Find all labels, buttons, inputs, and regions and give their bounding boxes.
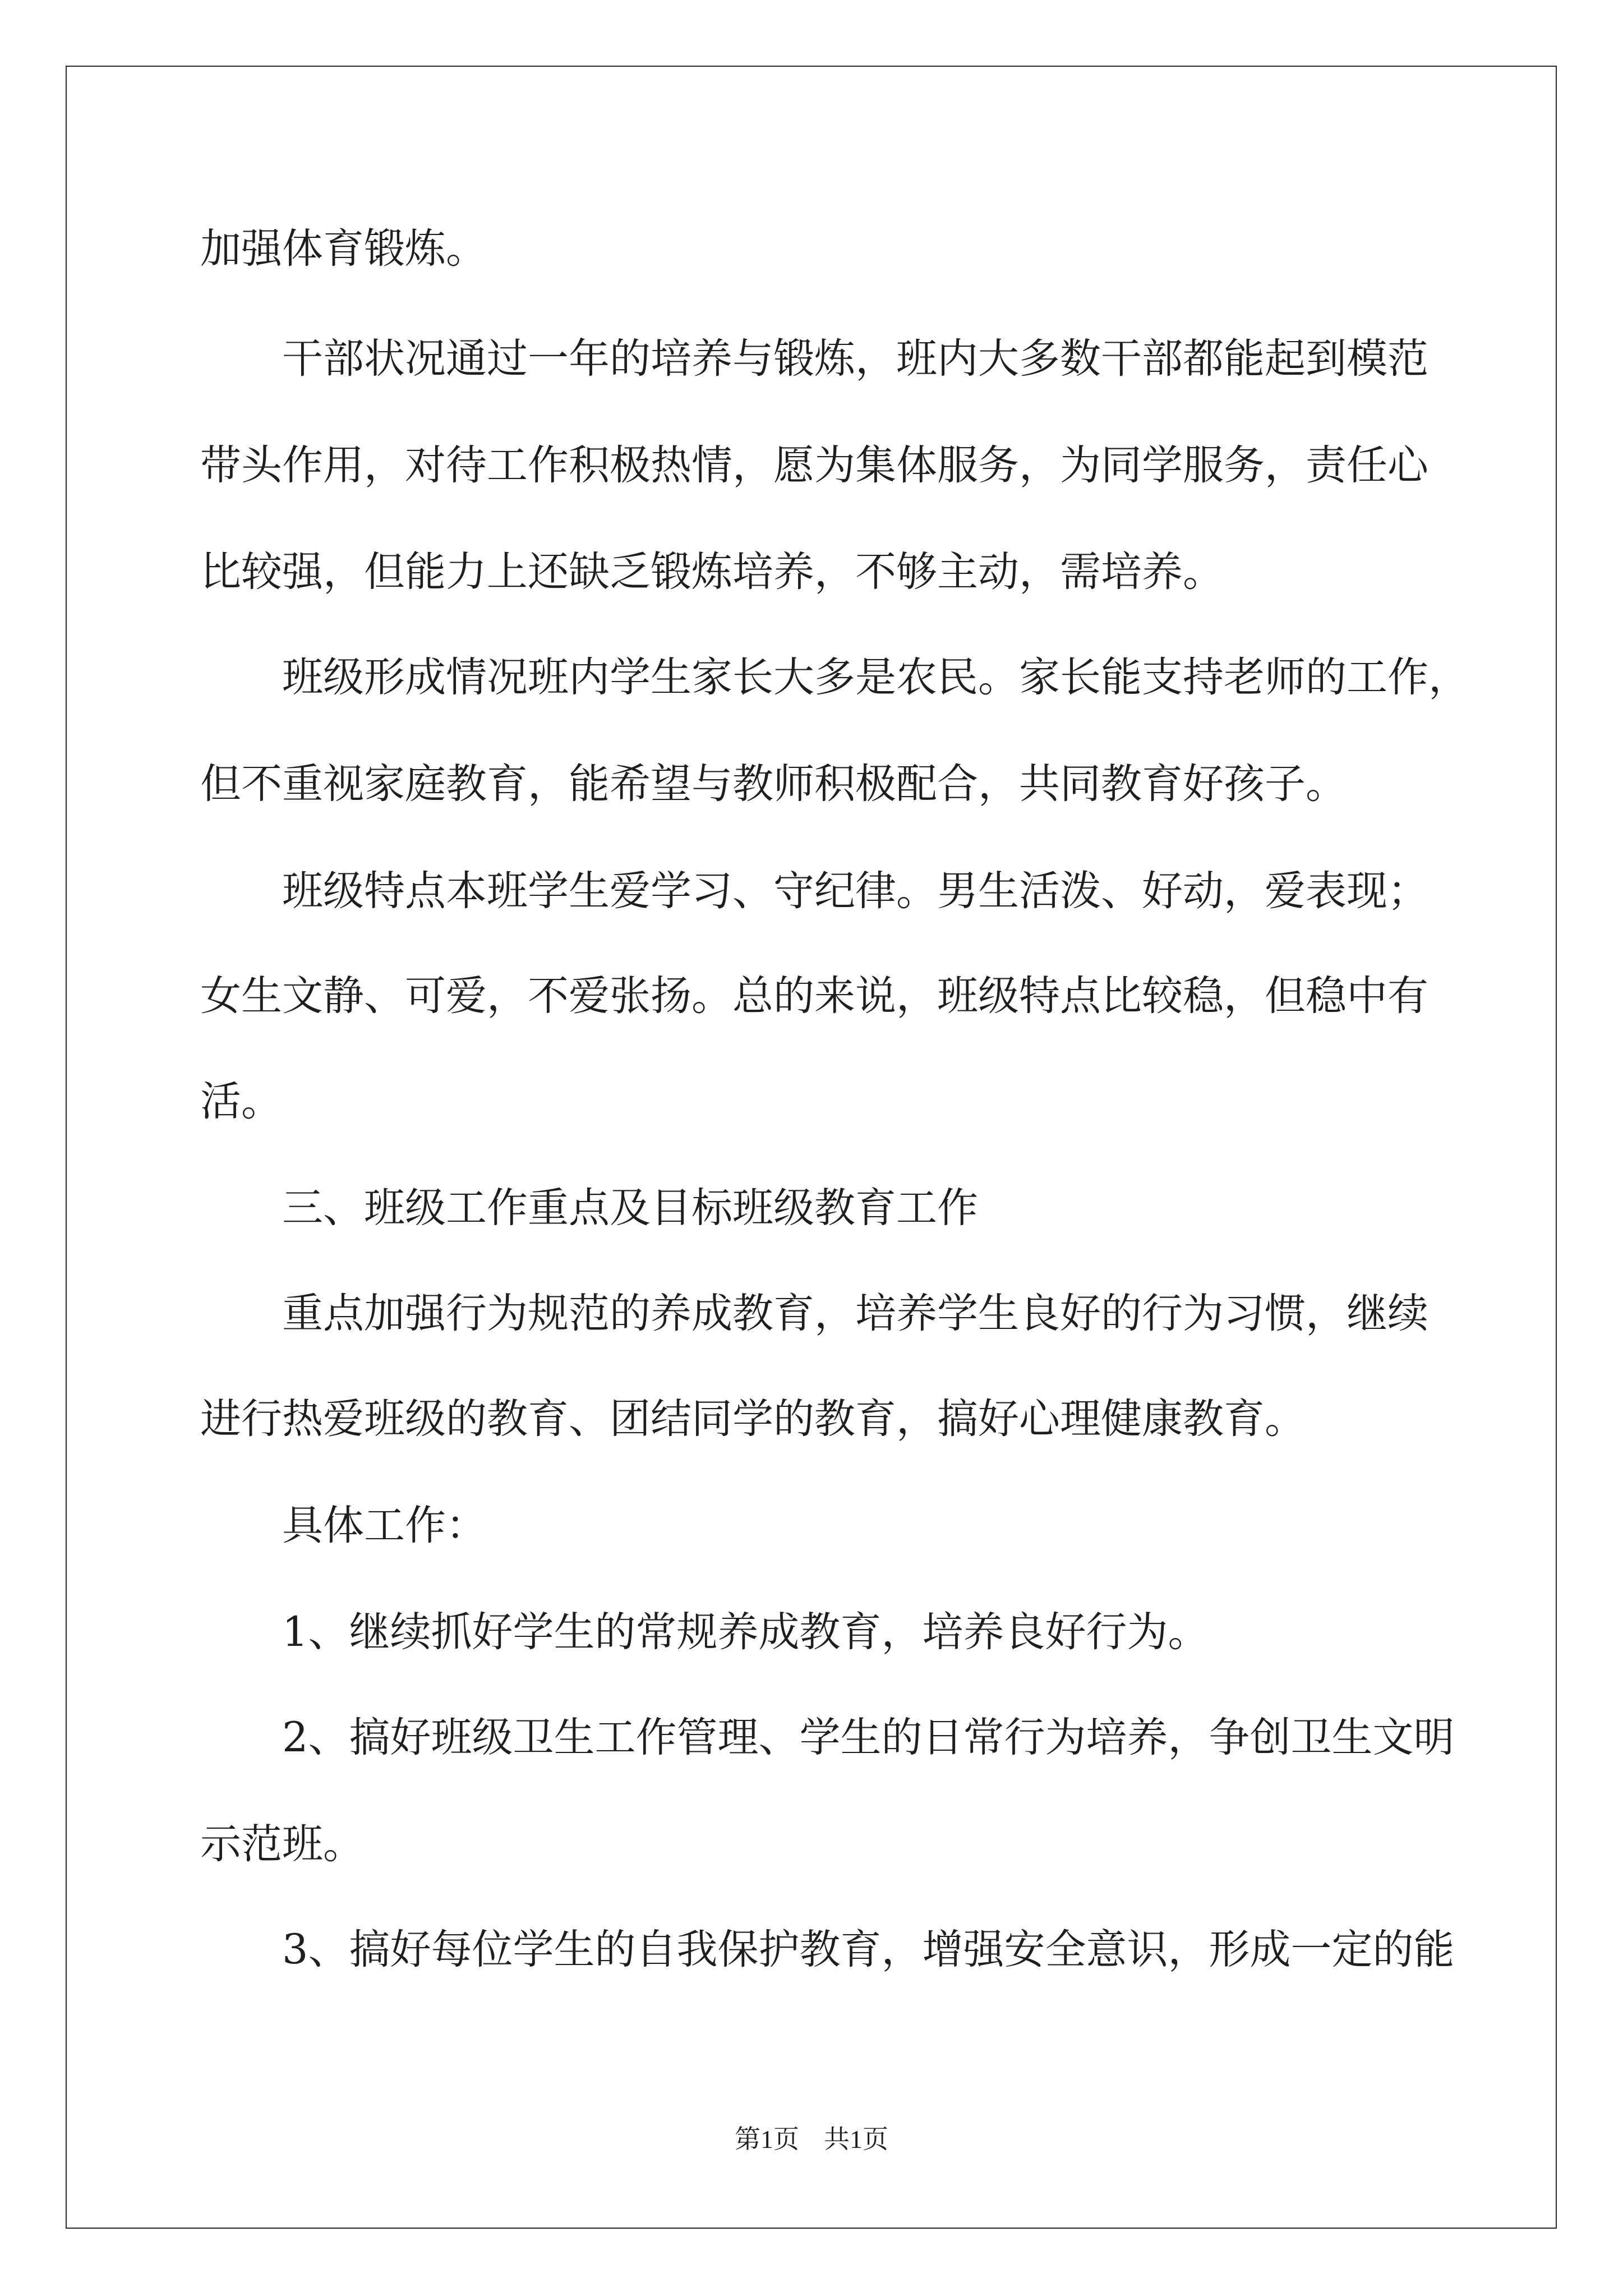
text-line: 女生文静、可爱，不爱张扬。总的来说，班级特点比较稳，但稳中有: [200, 972, 1428, 1020]
text-line: 比较强，但能力上还缺乏锻炼培养，不够主动，需培养。: [200, 548, 1224, 596]
page-total: 共1页: [824, 2125, 888, 2154]
section-heading: 三、班级工作重点及目标班级教育工作: [282, 1184, 978, 1232]
list-item: 1、继续抓好学生的常规养成教育，培养良好行为。: [282, 1608, 1209, 1656]
subheading: 具体工作：: [282, 1502, 487, 1549]
paragraph-start-line: 干部状况通过一年的培养与锻炼，班内大多数干部都能起到模范: [282, 335, 1428, 383]
text-line: 加强体育锻炼。: [200, 225, 487, 273]
list-item: 2、搞好班级卫生工作管理、学生的日常行为培养，争创卫生文明: [282, 1714, 1455, 1761]
page-number: 第1页: [735, 2125, 799, 2154]
list-item: 3、搞好每位学生的自我保护教育，增强安全意识，形成一定的能: [282, 1926, 1455, 1973]
text-line: 示范班。: [200, 1820, 364, 1868]
text-line: 但不重视家庭教育，能希望与教师积极配合，共同教育好孩子。: [200, 760, 1347, 808]
text-line: 进行热爱班级的教育、团结同学的教育，搞好心理健康教育。: [200, 1395, 1306, 1443]
text-line: 活。: [200, 1078, 282, 1125]
paragraph-start-line: 班级特点本班学生爱学习、守纪律。男生活泼、好动，爱表现；: [282, 867, 1428, 915]
page-border: [66, 66, 1557, 2229]
text-line: 带头作用，对待工作积极热情，愿为集体服务，为同学服务，责任心: [200, 441, 1428, 489]
paragraph-start-line: 班级形成情况班内学生家长大多是农民。家长能支持老师的工作，: [282, 654, 1469, 701]
page-footer: [0, 2126, 1623, 2153]
paragraph-start-line: 重点加强行为规范的养成教育，培养学生良好的行为习惯，继续: [282, 1290, 1428, 1337]
